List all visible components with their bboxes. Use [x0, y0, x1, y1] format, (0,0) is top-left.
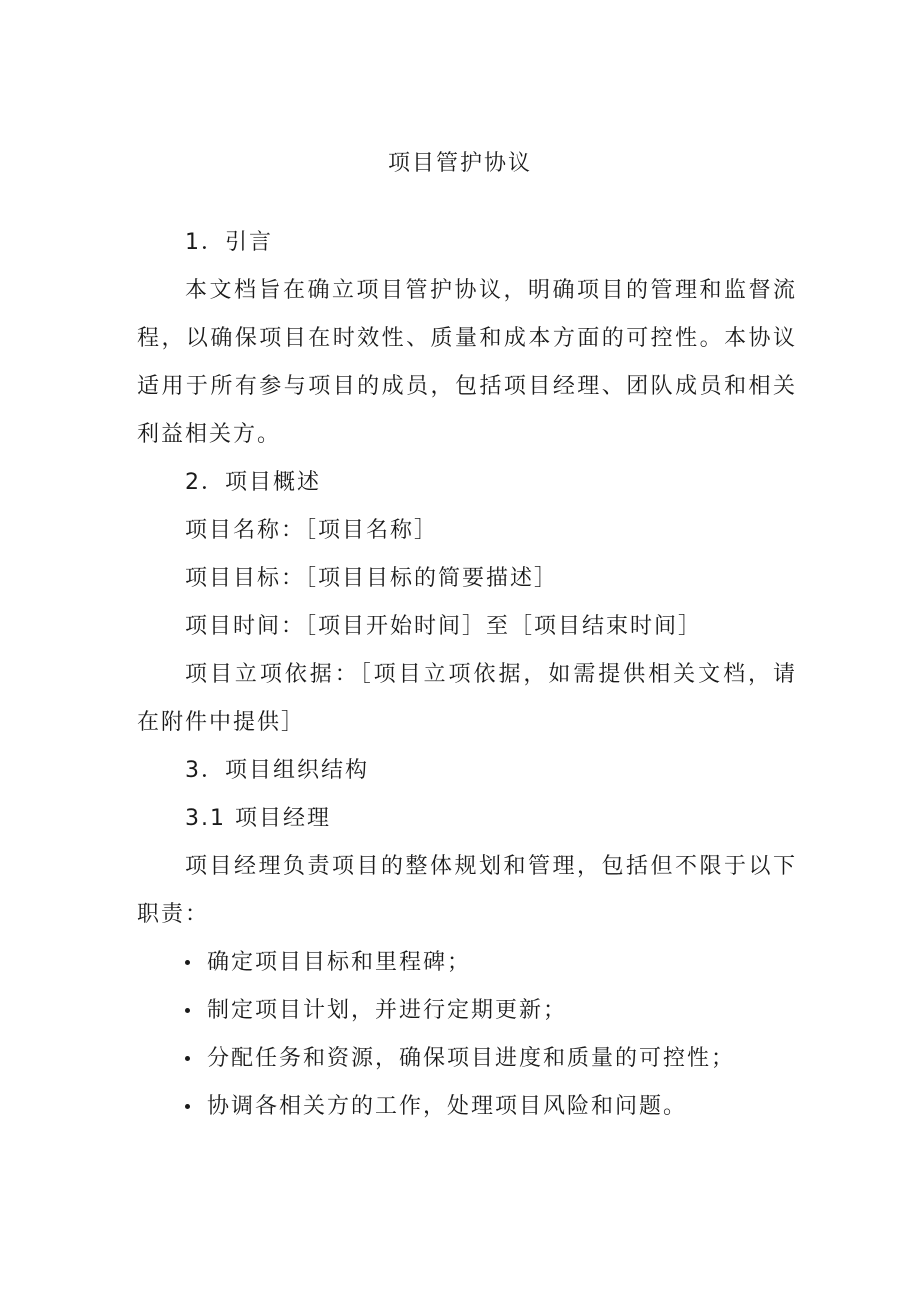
project-goal-line: 项目目标：［项目目标的简要描述］ — [185, 566, 559, 591]
list-item — [137, 939, 797, 987]
bullet-icon — [185, 960, 190, 965]
section-1-heading: 1．引言 — [185, 230, 273, 255]
section-2-heading: 2．项目概述 — [185, 470, 321, 495]
list-item — [137, 1083, 797, 1131]
list-item — [137, 1035, 797, 1083]
document-title: 项目管护协议 — [387, 151, 532, 176]
bullet-icon — [185, 1104, 190, 1109]
section-3-1-paragraph: 项目经理负责项目的整体规划和管理，包括但不限于以下职责： — [137, 854, 797, 927]
list-item-text: 制定项目计划，并进行定期更新； — [207, 998, 568, 1023]
section-3-1-heading: 3.1 项目经理 — [185, 806, 331, 831]
bullet-icon — [185, 1056, 190, 1061]
list-item-text: 分配任务和资源，确保项目进度和质量的可控性； — [207, 1046, 736, 1071]
section-1-paragraph: 本文档旨在确立项目管护协议，明确项目的管理和监督流程，以确保项目在时效性、质量和成本方面的可控性。本协议适用于所有参与项目的成员，包括项目经理、团队成员和相关利益相关方。 — [137, 278, 797, 447]
responsibility-list — [137, 939, 797, 1131]
project-name-line: 项目名称：［项目名称］ — [185, 518, 439, 543]
list-item-text: 协调各相关方的工作，处理项目风险和问题。 — [207, 1094, 688, 1119]
bullet-icon — [185, 1008, 190, 1013]
section-3-heading: 3．项目组织结构 — [185, 758, 369, 783]
list-item — [137, 987, 797, 1035]
project-basis-line: 项目立项依据：［项目立项依据，如需提供相关文档，请在附件中提供］ — [137, 662, 797, 735]
list-item-text: 确定项目目标和里程碑； — [207, 950, 472, 975]
project-time-line: 项目时间：［项目开始时间］至［项目结束时间］ — [185, 614, 703, 639]
document-body — [137, 219, 797, 1131]
